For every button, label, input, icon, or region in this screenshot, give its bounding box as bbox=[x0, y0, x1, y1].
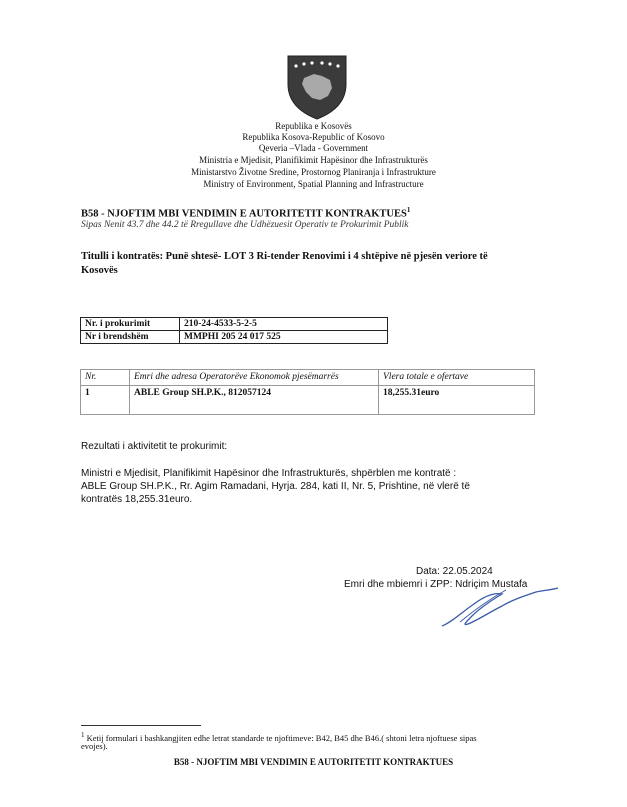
header-ministry-en: Ministry of Environment, Spatial Planning and Infrastructure bbox=[203, 179, 424, 189]
column-header-value: Vlera totale e ofertave bbox=[379, 370, 535, 386]
result-heading: Rezultati i aktivitetit te prokurimit: bbox=[81, 441, 228, 452]
table-row bbox=[81, 331, 388, 344]
table-row bbox=[81, 386, 535, 415]
header-country-al: Republika e Kosovës bbox=[275, 121, 352, 131]
notice-title-footnote-mark: 1 bbox=[406, 206, 411, 214]
procurement-table bbox=[80, 317, 388, 344]
operator-name: ABLE Group SH.P.K., 812057124 bbox=[130, 386, 379, 415]
column-header-operator: Emri dhe adresa Operatorëve Ekonomok pjesëmarrës bbox=[130, 370, 379, 386]
notice-title-text: B58 - NJOFTIM MBI VENDIMIN E AUTORITETIT KONTRAKTUES bbox=[81, 208, 407, 220]
notice-title bbox=[81, 206, 410, 220]
operators-table bbox=[80, 369, 535, 415]
footnote-text: Ketij formulari i bashkangjiten edhe letrat standarde te njoftimeve: B42, B45 dhe B46.( shtoni letra njoftuese sipas bbox=[84, 732, 477, 743]
header-country-multi: Republika Kosova-Republic of Kosovo bbox=[242, 132, 385, 142]
table-row bbox=[81, 318, 388, 331]
result-line2: ABLE Group SH.P.K., Rr. Agim Ramadani, Hyrja. 284, kati II, Nr. 5, Prishtine, në vlerë të bbox=[81, 481, 470, 492]
procurement-number-value: 210-24-4533-5-2-5 bbox=[180, 318, 388, 331]
internal-number-value: MMPHI 205 24 017 525 bbox=[180, 331, 388, 344]
column-header-nr: Nr. bbox=[81, 370, 130, 386]
footnote-line2: evojes). bbox=[81, 741, 108, 751]
operator-nr: 1 bbox=[81, 386, 130, 415]
header-ministry-al: Ministria e Mjedisit, Planifikimit Hapësinor dhe Infrastrukturës bbox=[199, 155, 428, 165]
footnote-divider bbox=[81, 725, 201, 726]
table-header-row bbox=[81, 370, 535, 386]
handwritten-signature bbox=[432, 582, 562, 632]
contract-title-line1: Titulli i kontratës: Punë shtesë- LOT 3 Ri-tender Renovimi i 4 shtëpive në pjesën veriore të bbox=[81, 251, 488, 262]
notice-subtitle: Sipas Nenit 43.7 dhe 44.2 të Rregullave dhe Udhëzuesit Operativ te Prokurimit Publik bbox=[81, 220, 409, 230]
header-ministry-sr: Ministarstvo Životne Sredine, Prostornog Planiranja i Infrastrukture bbox=[191, 167, 436, 177]
header-government: Qeveria –Vlada - Government bbox=[258, 143, 369, 153]
procurement-number-label: Nr. i prokurimit bbox=[81, 318, 180, 331]
footnote-line1 bbox=[81, 730, 477, 744]
signature-date: Data: 22.05.2024 bbox=[416, 566, 493, 577]
coat-of-arms-emblem bbox=[286, 54, 348, 120]
footer-title: B58 - NJOFTIM MBI VENDIMIN E AUTORITETIT KONTRAKTUES bbox=[173, 757, 454, 767]
internal-number-label: Nr i brendshëm bbox=[81, 331, 180, 344]
signature-name: Emri dhe mbiemri i ZPP: Ndriçim Mustafa bbox=[344, 579, 528, 590]
operator-value: 18,255.31euro bbox=[379, 386, 535, 415]
contract-title-line2: Kosovës bbox=[81, 265, 118, 276]
result-line1: Ministri e Mjedisit, Planifikimit Hapësinor dhe Infrastrukturës, shpërblen me kontratë : bbox=[81, 468, 457, 479]
footnote-mark: 1 bbox=[81, 731, 85, 739]
result-line3: kontratës 18,255.31euro. bbox=[81, 494, 193, 505]
